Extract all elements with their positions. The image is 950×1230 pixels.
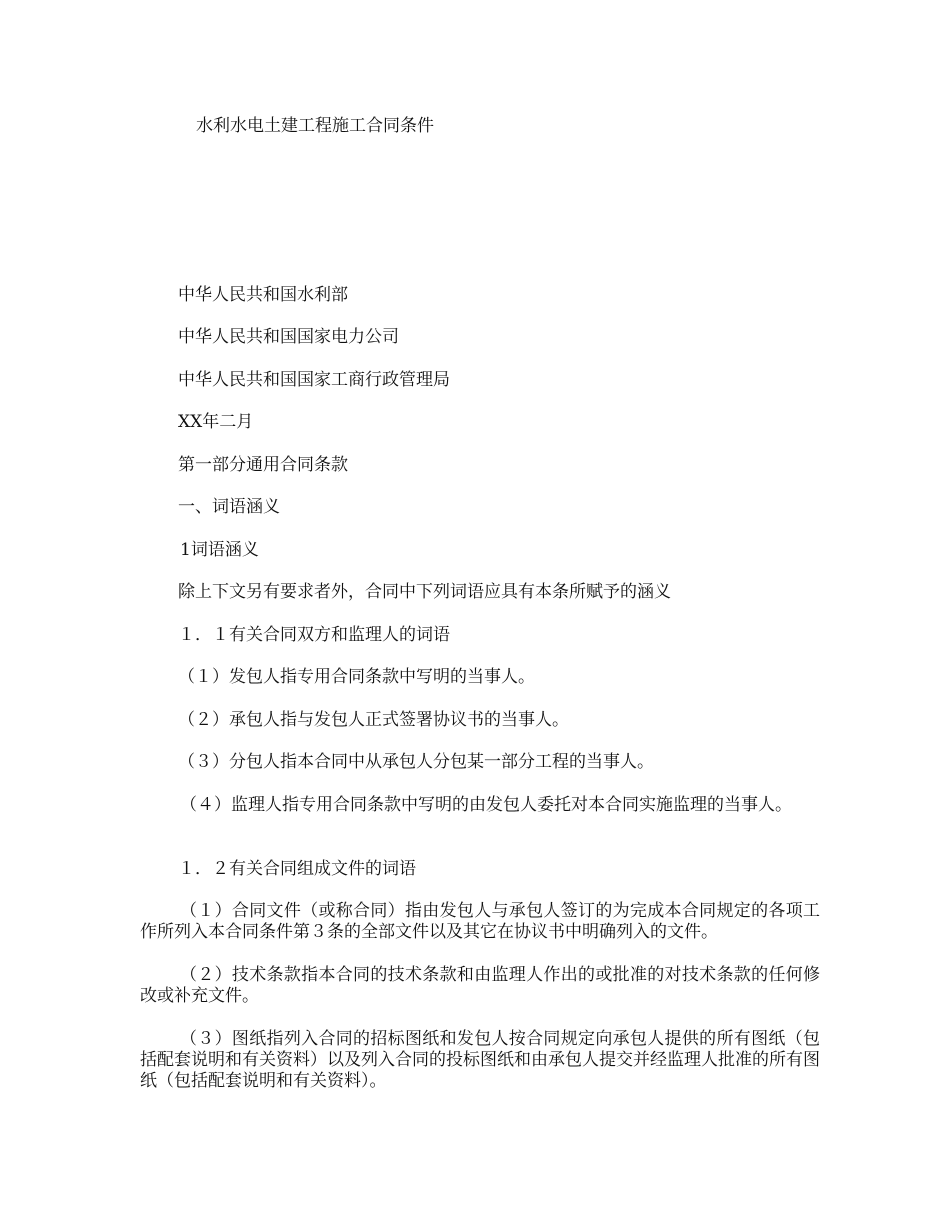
item-contractor: （２）承包人指与发包人正式签署协议书的当事人。 — [178, 710, 569, 730]
item-drawings: （３）图纸指列入合同的招标图纸和发包人按合同规定向承包人提供的所有图纸（包括配套说明和有关资料）以及列入合同的投标图纸和由承包人提交并经监理人批准的所有图纸（包括配套说明和有关资料）。 — [140, 1029, 820, 1091]
item-technical-specifications: （２）技术条款指本合同的技术条款和由监理人作出的或批准的对技术条款的任何修改或补充文件。 — [140, 965, 820, 1006]
subclause-heading-1-2: １．２有关合同组成文件的词语 — [178, 859, 416, 879]
document-date: XX年二月 — [178, 412, 254, 432]
issuer-power-company: 中华人民共和国国家电力公司 — [178, 327, 399, 347]
clause-intro: 除上下文另有要求者外，合同中下列词语应具有本条所赋予的涵义 — [178, 582, 671, 602]
subclause-heading-1-1: １．１有关合同双方和监理人的词语 — [178, 625, 450, 645]
item-engineer: （４）监理人指专用合同条款中写明的由发包人委托对本合同实施监理的当事人。 — [180, 795, 792, 815]
issuer-ministry-water: 中华人民共和国水利部 — [178, 285, 348, 305]
item-employer: （１）发包人指专用合同条款中写明的当事人。 — [178, 667, 535, 687]
document-title: 水利水电土建工程施工合同条件 — [196, 116, 434, 136]
issuer-industry-commerce: 中华人民共和国国家工商行政管理局 — [178, 370, 450, 390]
item-subcontractor: （３）分包人指本合同中从承包人分包某一部分工程的当事人。 — [178, 752, 654, 772]
part-heading: 第一部分通用合同条款 — [178, 455, 348, 475]
clause-heading: 1词语涵义 — [180, 540, 259, 560]
section-heading: 一、词语涵义 — [178, 497, 280, 517]
item-contract-documents: （１）合同文件（或称合同）指由发包人与承包人签订的为完成本合同规定的各项工作所列入本合同条件第３条的全部文件以及其它在协议书中明确列入的文件。 — [140, 901, 820, 942]
